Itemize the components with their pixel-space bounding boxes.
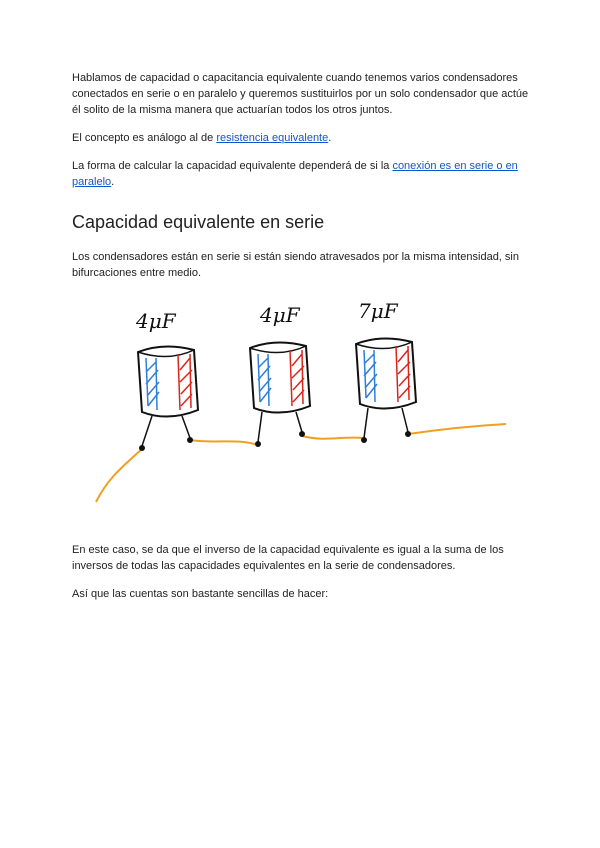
capacitors-series-svg (86, 292, 526, 514)
analogy-suffix: . (328, 132, 332, 144)
capacitor-2-leg-left (258, 412, 262, 442)
capacitor-3-label: 7μF (358, 299, 398, 323)
section-heading: Capacidad equivalente en serie (72, 212, 325, 232)
analogy-paragraph (72, 130, 532, 146)
calculation-text: La forma de calcular la capacidad equivalente dependerá de si la (72, 160, 393, 172)
conexion-serie-paralelo-link[interactable]: conexión es en serie o en paralelo (72, 160, 518, 188)
capacitor-2-label: 4μF (260, 303, 300, 327)
intro-paragraph: Hablamos de capacidad o capacitancia equivalente cuando tenemos varios condensadores conectados en serie o en paralelo y queremos sustituirlos por un solo condensador que actúe él solito de la misma manera que actuarían todos los otros juntos. (72, 72, 529, 116)
analogy-text: El concepto es análogo al de (72, 132, 217, 144)
capacitor-1-leg-right (182, 416, 190, 438)
capacitor-2-terminal-left (255, 441, 261, 447)
capacitor-1 (135, 309, 198, 451)
explanation-section (72, 542, 532, 614)
capacitor-3 (356, 299, 416, 443)
wire-left (96, 449, 142, 502)
capacitor-3-leg-right (402, 408, 408, 432)
wire-1-2 (190, 440, 258, 445)
capacitors-series-drawing (86, 292, 526, 514)
calculation-paragraph (72, 158, 532, 190)
capacitor-1-terminal-left (139, 445, 145, 451)
wire-right (408, 424, 506, 434)
capacitor-3-terminal-right (405, 431, 411, 437)
capacitor-2-terminal-right (299, 431, 305, 437)
capacitor-3-terminal-left (361, 437, 367, 443)
capacitor-2 (250, 303, 310, 447)
article-body (72, 70, 532, 293)
series-definition-paragraph: Los condensadores están en serie si están siendo atravesados por la misma intensidad, sin bifurcaciones entre medio. (72, 251, 519, 279)
inverse-rule-paragraph: En este caso, se da que el inverso de la capacidad equivalente es igual a la suma de los inversos de todas las capacidades equivalentes en la serie de condensadores. (72, 544, 504, 572)
calculation-suffix: . (111, 176, 115, 188)
resistencia-equivalente-link[interactable]: resistencia equivalente (216, 132, 329, 144)
capacitor-1-leg-left (142, 416, 152, 446)
capacitor-3-leg-left (364, 408, 368, 438)
capacitor-2-leg-right (296, 412, 302, 432)
capacitor-1-terminal-right (187, 437, 193, 443)
capacitor-1-label: 4μF (136, 309, 176, 333)
wire-2-3 (302, 436, 364, 439)
calculation-intro-paragraph: Así que las cuentas son bastante sencillas de hacer: (72, 588, 329, 600)
